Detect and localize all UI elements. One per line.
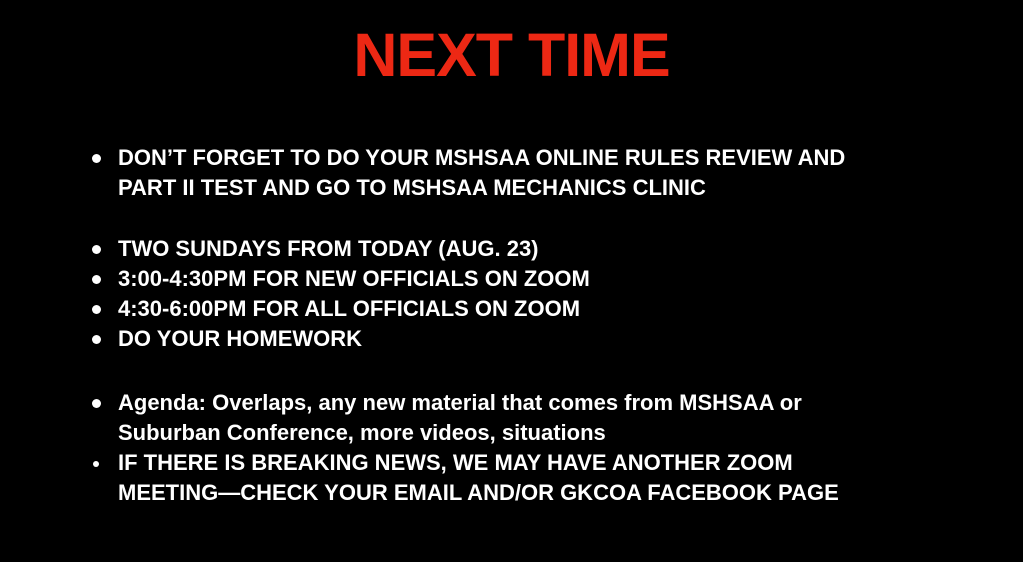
bullet-item (92, 388, 845, 448)
bullet-marker (92, 264, 118, 284)
bullet-item (92, 264, 845, 294)
bullet-line: Agenda: Overlaps, any new material that comes from MSHSAA or (118, 390, 802, 415)
bullet-item (92, 294, 845, 324)
bullet-line: Suburban Conference, more videos, situations (118, 420, 606, 445)
bullet-line: MEETING—CHECK YOUR EMAIL AND/OR GKCOA FACEBOOK PAGE (118, 480, 839, 505)
bullet-line: TWO SUNDAYS FROM TODAY (AUG. 23) (118, 236, 539, 261)
bullet-line: DON’T FORGET TO DO YOUR MSHSAA ONLINE RULES REVIEW AND (118, 145, 846, 170)
spacer (92, 354, 845, 388)
bullet-item (92, 448, 845, 508)
bullet-marker (92, 388, 118, 408)
bullet-item (92, 234, 845, 264)
bullet-icon (92, 245, 101, 254)
bullet-marker (92, 294, 118, 314)
bullet-icon (92, 305, 101, 314)
bullet-icon (93, 461, 99, 467)
bullet-icon (92, 335, 101, 344)
bullet-marker (92, 143, 118, 163)
bullet-line: PART II TEST AND GO TO MSHSAA MECHANICS CLINIC (118, 175, 706, 200)
spacer (92, 203, 845, 234)
bullet-icon (92, 399, 101, 408)
bullet-icon (92, 154, 101, 163)
slide-title: NEXT TIME (353, 21, 670, 89)
bullet-line: IF THERE IS BREAKING NEWS, WE MAY HAVE ANOTHER ZOOM (118, 450, 793, 475)
bullet-item (92, 143, 845, 203)
bullet-item (92, 324, 845, 354)
bullet-line: DO YOUR HOMEWORK (118, 326, 363, 351)
bullet-marker (92, 324, 118, 344)
bullet-line: 3:00-4:30PM FOR NEW OFFICIALS ON ZOOM (118, 266, 590, 291)
bullet-list (92, 143, 845, 508)
bullet-line: 4:30-6:00PM FOR ALL OFFICIALS ON ZOOM (118, 296, 581, 321)
bullet-icon (92, 275, 101, 284)
bullet-marker (92, 234, 118, 254)
bullet-marker (92, 448, 118, 467)
